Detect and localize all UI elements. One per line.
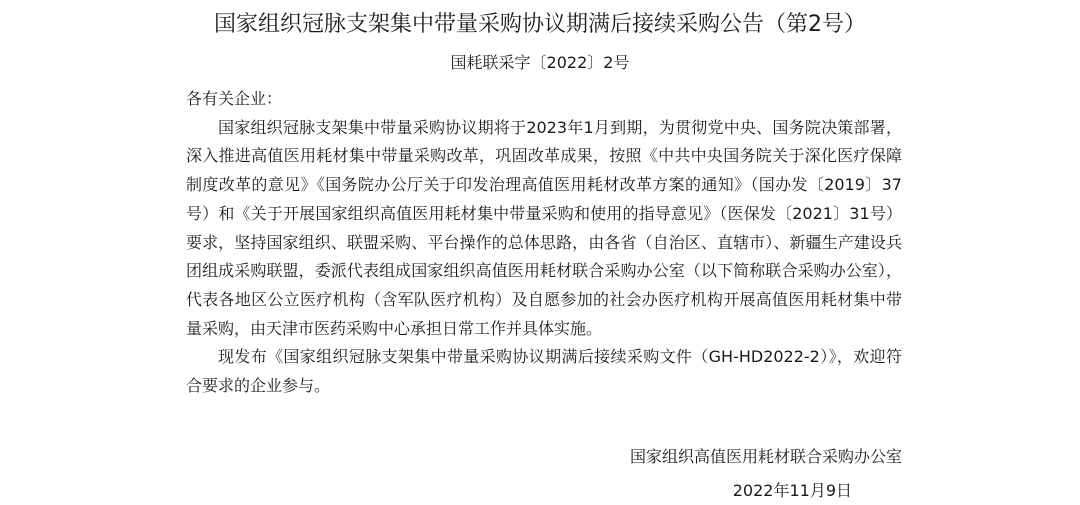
salutation: 各有关企业： [186,89,283,108]
document-number: 国耗联采字〔2022〕2号 [450,53,630,72]
signature-organization: 国家组织高值医用耗材联合采购办公室 [629,447,902,466]
document-body [186,85,902,401]
paragraph-release: 现发布《国家组织冠脉支架集中带量采购协议期满后接续采购文件（GH-HD2022-2）》，欢迎符合要求的企业参与。 [186,347,902,396]
paragraph-main: 国家组织冠脉支架集中带量采购协议期将于2023年1月到期，为贯彻党中央、国务院决策部署，深入推进高值医用耗材集中带量采购改革，巩固改革成果，按照《中共中央国务院关于深化医疗保障制度改革的意见》《国务院办公厅关于印发治理高值医用耗材改革方案的通知》（国办发〔2019〕37号）和《关于开展国家组织高值医用耗材集中带量采购和使用的指导意见》（医保发〔2021〕31号）要求，坚持国家组织、联盟采购、平台操作的总体思路，由各省（自治区、直辖市）、新疆生产建设兵团组成采购联盟，委派代表组成国家组织高值医用耗材联合采购办公室（以下简称联合采购办公室），代表各地区公立医疗机构（含军队医疗机构）及自愿参加的社会办医疗机构开展高值医用耗材集中带量采购，由天津市医药采购中心承担日常工作并具体实施。 [186,117,902,338]
document-title: 国家组织冠脉支架集中带量采购协议期满后接续采购公告（第2号） [214,12,866,37]
signature-date: 2022年11月9日 [732,481,852,500]
